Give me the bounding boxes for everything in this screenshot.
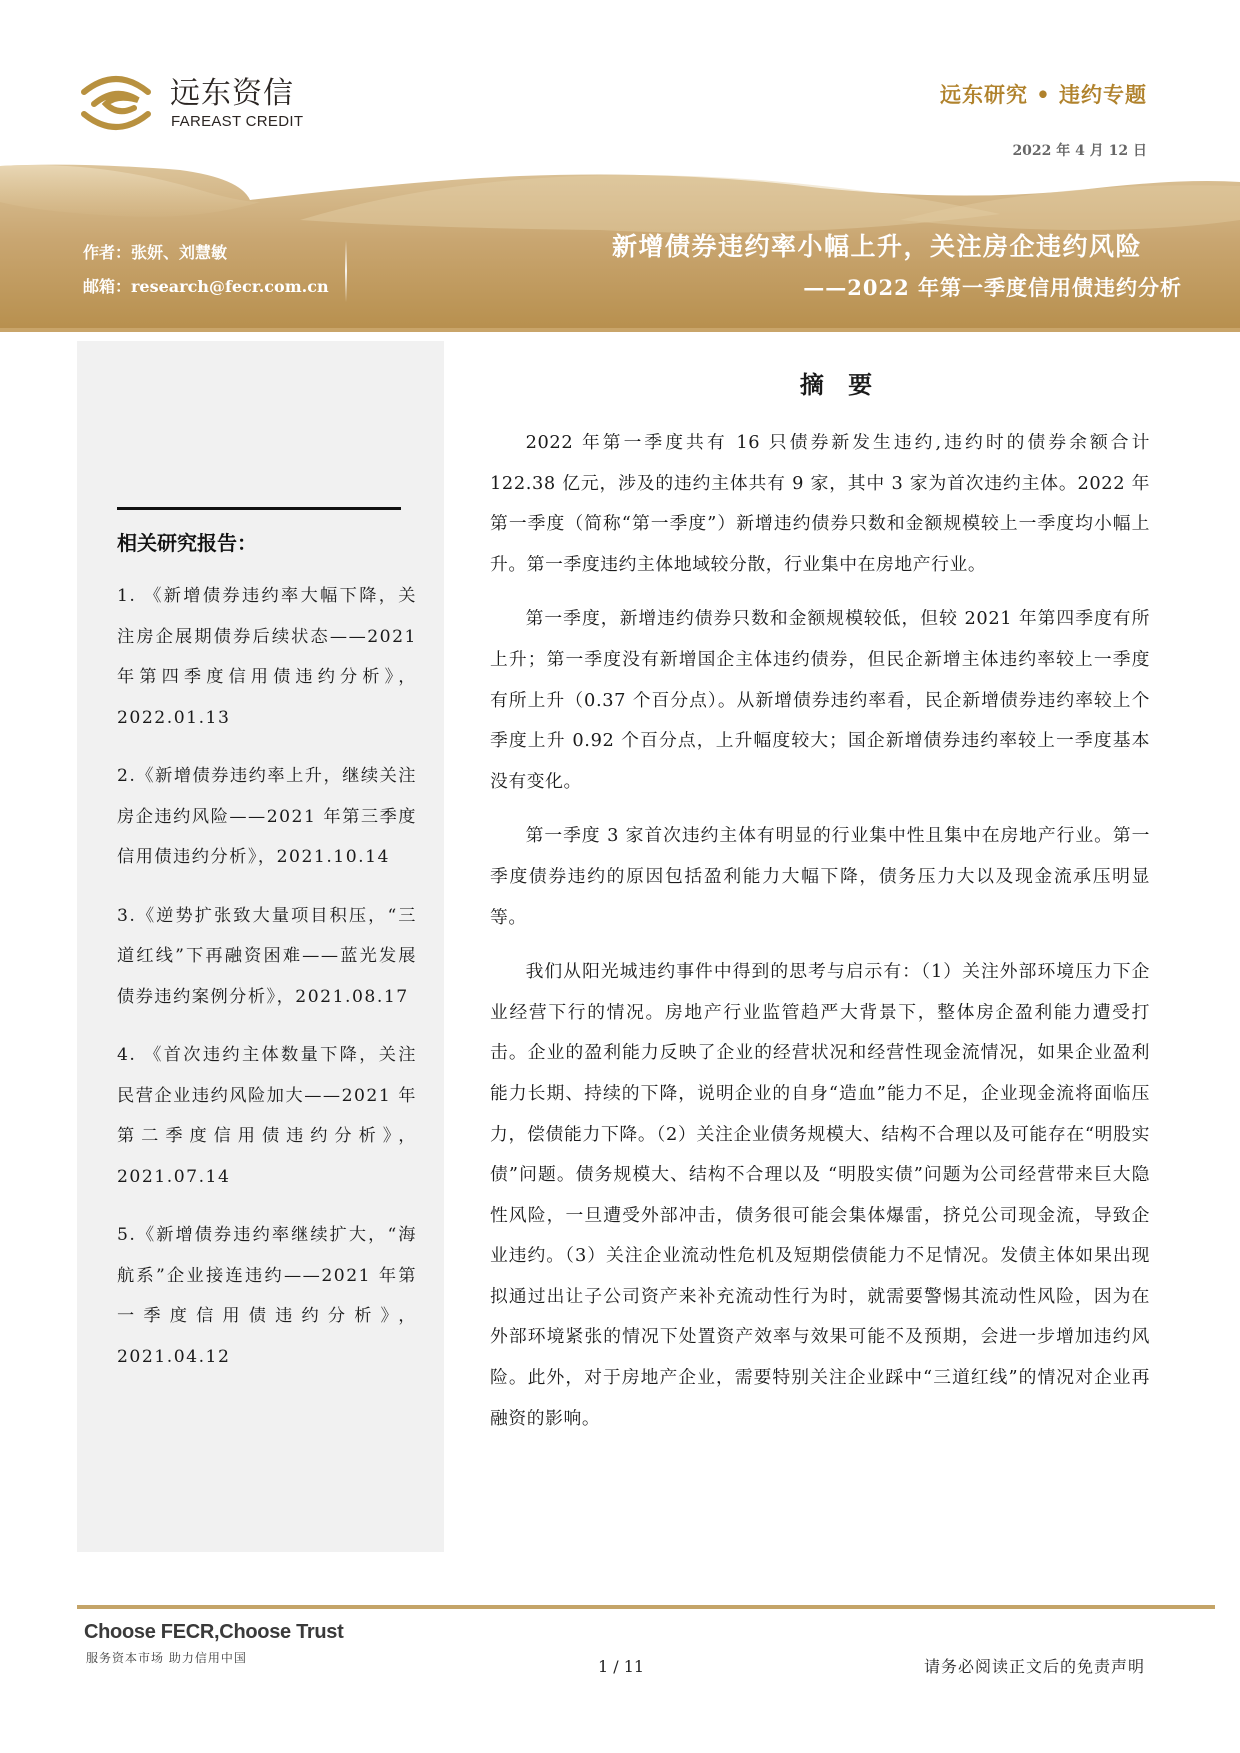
email-line: 邮箱：research@fecr.com.cn [83,277,329,296]
related-report-item[interactable]: 2.《新增债券违约率上升，继续关注房企违约风险——2021 年第三季度信用债违约分析》，2021.10.14 [117,766,417,867]
report-date: 2022 年 4 月 12 日 [1012,143,1147,159]
logo-text-en: FAREAST CREDIT [171,113,304,130]
logo-text-cn: 远东资信 [170,76,294,111]
report-series-label: 远东研究 • 违约专题 [939,82,1147,107]
related-report-item[interactable]: 1. 《新增债券违约率大幅下降，关注房企展期债券后续状态——2021 年第四季度信用债违约分析》，2022.01.13 [117,586,417,728]
footer-rule [77,1605,1215,1609]
related-reports-heading: 相关研究报告： [117,531,257,555]
sidebar-divider [117,507,401,510]
related-reports-list [117,576,417,1395]
abstract-paragraph: 第一季度 3 家首次违约主体有明显的行业集中性且集中在房地产行业。第一季度债券违约的原因包括盈利能力大幅下降，债务压力大以及现金流承压明显等。 [490,825,1150,928]
author-line: 作者：张妍、刘慧敏 [83,243,228,262]
report-title: 新增债券违约率小幅上升，关注房企违约风险 [611,232,1142,261]
footer-slogan: Choose FECR,Choose Trust [84,1621,344,1643]
abstract-body [490,423,1150,1453]
disclaimer-note: 请务必阅读正文后的免责声明 [923,1657,1145,1676]
abstract-paragraph: 2022 年第一季度共有 16 只债券新发生违约,违约时的债券余额合计 122.38 亿元，涉及的违约主体共有 9 家，其中 3 家为首次违约主体。2022 年第一季度（简称“第一季度”）新增违约债券只数和金额规模较上一季度均小幅上升。第一季度违约主体地域较分散，行业集中在房地产行业。 [490,432,1150,575]
abstract-paragraph: 我们从阳光城违约事件中得到的思考与启示有：（1）关注外部环境压力下企业经营下行的情况。房地产行业监管趋严大背景下，整体房企盈利能力遭受打击。企业的盈利能力反映了企业的经营状况和经营性现金流情况，如果企业盈利能力长期、持续的下降，说明企业的自身“造血”能力不足，企业现金流将面临压力，偿债能力下降。（2）关注企业债务规模大、结构不合理以及可能存在“明股实债”问题。债务规模大、结构不合理以及 “明股实债”问题为公司经营带来巨大隐性风险，一旦遭受外部冲击，债务很可能会集体爆雷，挤兑公司现金流，导致企业违约。（3）关注企业流动性危机及短期偿债能力不足情况。发债主体如果出现拟通过出让子公司资产来补充流动性行为时，就需要警惕其流动性风险，因为在外部环境紧张的情况下处置资产效率与效果可能不及预期，会进一步增加违约风险。此外，对于房地产企业，需要特别关注企业踩中“三道红线”的情况对企业再融资的影响。 [490,961,1150,1429]
report-subtitle: ——2022 年第一季度信用债违约分析 [803,275,1182,300]
related-report-item[interactable]: 5.《新增债券违约率继续扩大，“海航系”企业接连违约——2021 年第一季度信用债违约分析》，2021.04.12 [117,1225,417,1367]
header-divider [345,240,347,302]
abstract-heading: 摘 要 [799,370,881,399]
footer-tagline: 服务资本市场 助力信用中国 [86,1651,247,1665]
fareast-logo-icon [78,72,154,134]
related-report-item[interactable]: 4. 《首次违约主体数量下降，关注民营企业违约风险加大——2021 年第二季度信用债违约分析》，2021.07.14 [117,1045,417,1187]
related-report-item[interactable]: 3.《逆势扩张致大量项目积压，“三道红线”下再融资困难——蓝光发展债券违约案例分析》，2021.08.17 [117,905,417,1007]
abstract-paragraph: 第一季度，新增违约债券只数和金额规模较低，但较 2021 年第四季度有所上升；第一季度没有新增国企主体违约债券，但民企新增主体违约率较上一季度有所上升（0.37 个百分点）。从新增债券违约率看，民企新增债券违约率较上个季度上升 0.92 个百分点，上升幅度较大；国企新增债券违约率较上一季度基本没有变化。 [490,608,1150,792]
page-number: 1 / 11 [598,1657,645,1676]
